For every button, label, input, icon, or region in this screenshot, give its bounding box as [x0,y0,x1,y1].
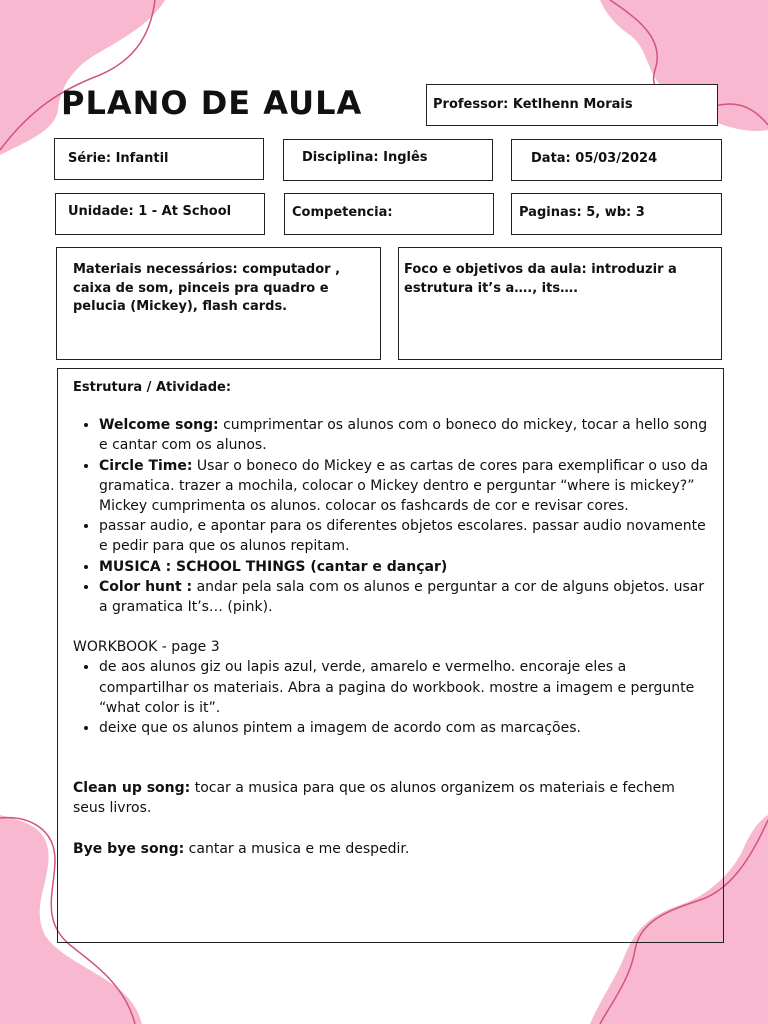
workbook-heading: WORKBOOK - page 3 [73,639,220,656]
competencia-label: Competencia: [292,205,393,220]
item-text: cumprimentar os alunos com o boneco do mickey, tocar a hello song e cantar com os alunos. [99,417,708,454]
unidade-label: Unidade: 1 - At School [68,204,232,219]
list-item: • de aos alunos giz ou lapis azul, verde, amarelo e vermelho. encoraje eles a compartilhar os materiais. Abra a pagina do workbook. mostre a imagem e pergunte “what color is it”. [99,657,709,718]
bye-text: cantar a musica e me despedir. [184,840,410,857]
list-item [99,557,709,577]
list-item [99,516,709,556]
bye-paragraph [73,839,709,859]
activity-list [73,415,709,617]
cleanup-text: tocar a musica para que os alunos organizem os materiais e fechem seus livros. [73,780,675,817]
item-bold: Circle Time: [99,457,193,474]
list-item [99,577,709,617]
serie-label: Série: Infantil [68,151,169,166]
paginas-label: Paginas: 5, wb: 3 [519,205,645,220]
item-text: Usar o boneco do Mickey e as cartas de cores para exemplificar o uso da gramatica. trazer a mochila, colocar o Mickey dentro e perguntar “where is mickey?” Mickey cumprimenta os alunos. colocar os fashcards de cor e revisar cores. [99,457,709,515]
cleanup-paragraph [73,778,709,818]
item-bold: Welcome song: [99,417,219,434]
list-item [99,415,709,455]
item-text: andar pela sala com os alunos e perguntar a cor de alguns objetos. usar a gramatica It’s… (pink). [99,578,705,616]
cleanup-bold: Clean up song: [73,780,191,797]
list-item [99,456,709,517]
item-bold: Color hunt : [99,578,193,595]
item-text: passar audio, e apontar para os diferentes objetos escolares. passar audio novamente e pedir para que os alunos repitam. [99,518,706,555]
top-left-blob [0,0,165,155]
workbook-list [73,657,709,738]
materiais-text: Materiais necessários: computador , caixa de som, pinceis pra quadro e pelucia (Mickey), flash cards. [73,262,341,314]
estrutura-heading: Estrutura / Atividade: [73,380,232,395]
professor-label: Professor: Ketlhenn Morais [433,97,633,112]
item-bold: MUSICA : SCHOOL THINGS (cantar e dançar) [99,558,448,575]
list-item: • deixe que os alunos pintem a imagem de acordo com as marcações. [99,718,709,738]
data-label: Data: 05/03/2024 [531,151,658,166]
bye-bold: Bye bye song: [73,840,185,857]
estrutura-content [73,378,709,859]
page-title: PLANO DE AULA [61,84,363,122]
foco-text: Foco e objetivos da aula: introduzir a estrutura it’s a…., its…. [404,262,677,296]
disciplina-label: Disciplina: Inglês [302,150,428,165]
